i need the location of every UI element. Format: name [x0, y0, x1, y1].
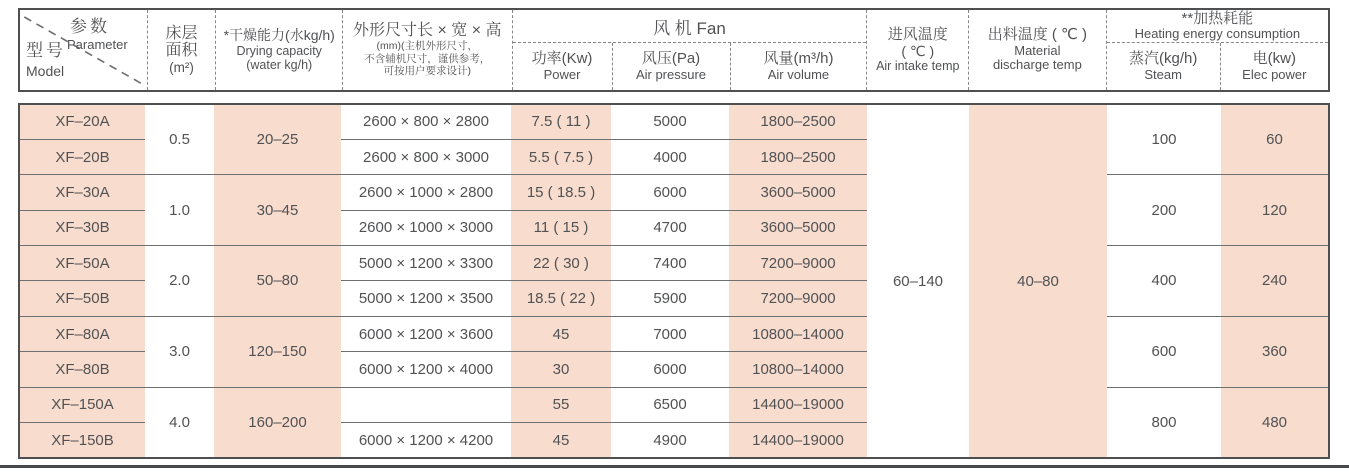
dimensions-cell: [341, 387, 511, 422]
table-row: [19, 175, 1329, 210]
dimensions-cell: 2600 × 800 × 3000: [341, 139, 511, 174]
bed-area-cell: 2.0: [145, 246, 214, 317]
intake-temp-unit: ( ℃ ): [901, 42, 935, 59]
elec-label-zh: 电(kw): [1252, 50, 1296, 68]
heating-title-en: Heating energy consumption: [1134, 25, 1301, 41]
power-label-zh: 功率(Kw): [531, 50, 593, 68]
heating-group-title: [1107, 10, 1328, 43]
model-cell: XF–30A: [19, 175, 145, 210]
elec-cell: 240: [1221, 246, 1329, 317]
dimensions-cell: 2600 × 1000 × 3000: [341, 210, 511, 245]
power-cell: 45: [511, 316, 611, 351]
model-cell: XF–150A: [19, 387, 145, 422]
header-col-bed-area: [148, 10, 217, 90]
table-row: [19, 104, 1329, 139]
header-col-dimensions: [343, 10, 512, 90]
power-cell: 22 ( 30 ): [511, 246, 611, 281]
model-cell: XF–150B: [19, 423, 145, 458]
pressure-cell: 6500: [611, 387, 729, 422]
power-cell: 18.5 ( 22 ): [511, 281, 611, 316]
air-volume-label-zh: 风量(m³/h): [763, 50, 834, 68]
corner-parameter-label-en: Parameter: [67, 37, 128, 52]
table-row: [19, 387, 1329, 422]
pressure-cell: 5000: [611, 104, 729, 139]
pressure-cell: 7000: [611, 316, 729, 351]
header-fan-group: [513, 10, 868, 90]
steam-cell: 800: [1107, 387, 1221, 458]
dimensions-cell: 6000 × 1200 × 4200: [341, 423, 511, 458]
pressure-cell: 5900: [611, 281, 729, 316]
model-cell: XF–30B: [19, 210, 145, 245]
model-cell: XF–50B: [19, 281, 145, 316]
dimensions-cell: 6000 × 1200 × 4000: [341, 352, 511, 387]
air-pressure-label-zh: 风压(Pa): [641, 50, 701, 68]
pressure-cell: 6000: [611, 175, 729, 210]
capacity-cell: 120–150: [214, 316, 341, 387]
volume-cell: 3600–5000: [729, 210, 867, 245]
discharge-temp-label-en2: discharge temp: [992, 57, 1082, 73]
header-subcol-power: [513, 43, 613, 90]
header-subcol-steam: [1107, 43, 1221, 90]
header-col-drying-capacity: [216, 10, 343, 90]
bed-area-cell: 0.5: [145, 104, 214, 175]
steam-cell: 200: [1107, 175, 1221, 246]
power-cell: 11 ( 15 ): [511, 210, 611, 245]
discharge-temp-cell: 40–80: [969, 104, 1107, 458]
fan-subheader-row: [513, 43, 867, 90]
elec-cell: 60: [1221, 104, 1329, 175]
power-cell: 5.5 ( 7.5 ): [511, 139, 611, 174]
power-label-en: Power: [543, 66, 581, 82]
dimensions-cell: 2600 × 800 × 2800: [341, 104, 511, 139]
intake-temp-label-en: Air intake temp: [876, 59, 960, 74]
header-subcol-elec: [1221, 43, 1328, 90]
volume-cell: 3600–5000: [729, 175, 867, 210]
volume-cell: 7200–9000: [729, 246, 867, 281]
model-cell: XF–20B: [19, 139, 145, 174]
elec-cell: 480: [1221, 387, 1329, 458]
dimensions-note3: 可按用户要求设计): [383, 65, 471, 78]
volume-cell: 10800–14000: [729, 316, 867, 351]
power-cell: 30: [511, 352, 611, 387]
pressure-cell: 4900: [611, 423, 729, 458]
heating-title-zh: **加热耗能: [1181, 10, 1254, 27]
header-corner-cell: [20, 10, 148, 90]
corner-model-label-zh: 型号: [26, 41, 66, 60]
bed-area-cell: 3.0: [145, 316, 214, 387]
power-cell: 15 ( 18.5 ): [511, 175, 611, 210]
elec-cell: 360: [1221, 316, 1329, 387]
model-cell: XF–20A: [19, 104, 145, 139]
page-bottom-rule: [0, 465, 1349, 468]
bed-area-cell: 4.0: [145, 387, 214, 458]
power-cell: 55: [511, 387, 611, 422]
pressure-cell: 6000: [611, 352, 729, 387]
bed-area-cell: 1.0: [145, 175, 214, 246]
volume-cell: 14400–19000: [729, 423, 867, 458]
capacity-cell: 50–80: [214, 246, 341, 317]
model-cell: XF–80B: [19, 352, 145, 387]
air-pressure-label-en: Air pressure: [635, 66, 707, 82]
dimensions-note1: (mm)(主机外形尺寸，: [376, 40, 478, 53]
volume-cell: 7200–9000: [729, 281, 867, 316]
capacity-cell: 160–200: [214, 387, 341, 458]
discharge-temp-label-zh: 出料温度 ( ℃ ): [987, 26, 1088, 44]
drying-capacity-sub1: Drying capacity: [236, 43, 322, 58]
pressure-cell: 7400: [611, 246, 729, 281]
steam-cell: 100: [1107, 104, 1221, 175]
table-row: [19, 316, 1329, 351]
bed-area-label-line2: 面积: [165, 42, 198, 60]
discharge-temp-label-en1: Material: [1014, 42, 1061, 58]
bed-area-label-line1: 床层: [165, 24, 198, 42]
capacity-cell: 30–45: [214, 175, 341, 246]
steam-label-en: Steam: [1144, 66, 1182, 82]
table-row: [19, 246, 1329, 281]
dimensions-note2: 不含辅机尺寸，谨供参考，: [364, 52, 491, 65]
fan-group-title: 风 机 Fan: [513, 10, 867, 43]
dimensions-cell: 6000 × 1200 × 3600: [341, 316, 511, 351]
corner-parameter-label-zh: 参数: [70, 17, 110, 36]
intake-temp-cell: 60–140: [867, 104, 969, 458]
header-col-discharge-temp: [969, 10, 1107, 90]
dimensions-title: 外形尺寸长 × 宽 × 高: [353, 22, 502, 40]
steam-label-zh: 蒸汽(kg/h): [1129, 50, 1198, 68]
header-subcol-air-pressure: [613, 43, 731, 90]
header-col-intake-temp: [867, 10, 969, 90]
dimensions-cell: 5000 × 1200 × 3300: [341, 246, 511, 281]
bed-area-unit: (m²): [169, 60, 194, 76]
power-cell: 45: [511, 423, 611, 458]
heating-subheader-row: [1107, 43, 1328, 90]
volume-cell: 10800–14000: [729, 352, 867, 387]
model-cell: XF–80A: [19, 316, 145, 351]
dimensions-cell: 5000 × 1200 × 3500: [341, 281, 511, 316]
drying-capacity-title: *干燥能力(水kg/h): [223, 27, 335, 44]
intake-temp-label-zh: 进风温度: [887, 25, 948, 43]
drying-capacity-sub2: (water kg/h): [246, 57, 313, 72]
volume-cell: 14400–19000: [729, 387, 867, 422]
elec-cell: 120: [1221, 175, 1329, 246]
volume-cell: 1800–2500: [729, 139, 867, 174]
steam-cell: 600: [1107, 316, 1221, 387]
header-subcol-air-volume: [731, 43, 867, 90]
table-header: [18, 8, 1330, 92]
pressure-cell: 4700: [611, 210, 729, 245]
elec-label-en: Elec power: [1242, 66, 1307, 82]
spec-table: [18, 103, 1330, 459]
header-heating-group: [1107, 10, 1328, 90]
pressure-cell: 4000: [611, 139, 729, 174]
dimensions-cell: 2600 × 1000 × 2800: [341, 175, 511, 210]
capacity-cell: 20–25: [214, 104, 341, 175]
air-volume-label-en: Air volume: [767, 66, 830, 82]
corner-model-label-en: Model: [26, 63, 65, 79]
volume-cell: 1800–2500: [729, 104, 867, 139]
power-cell: 7.5 ( 11 ): [511, 104, 611, 139]
steam-cell: 400: [1107, 246, 1221, 317]
model-cell: XF–50A: [19, 246, 145, 281]
